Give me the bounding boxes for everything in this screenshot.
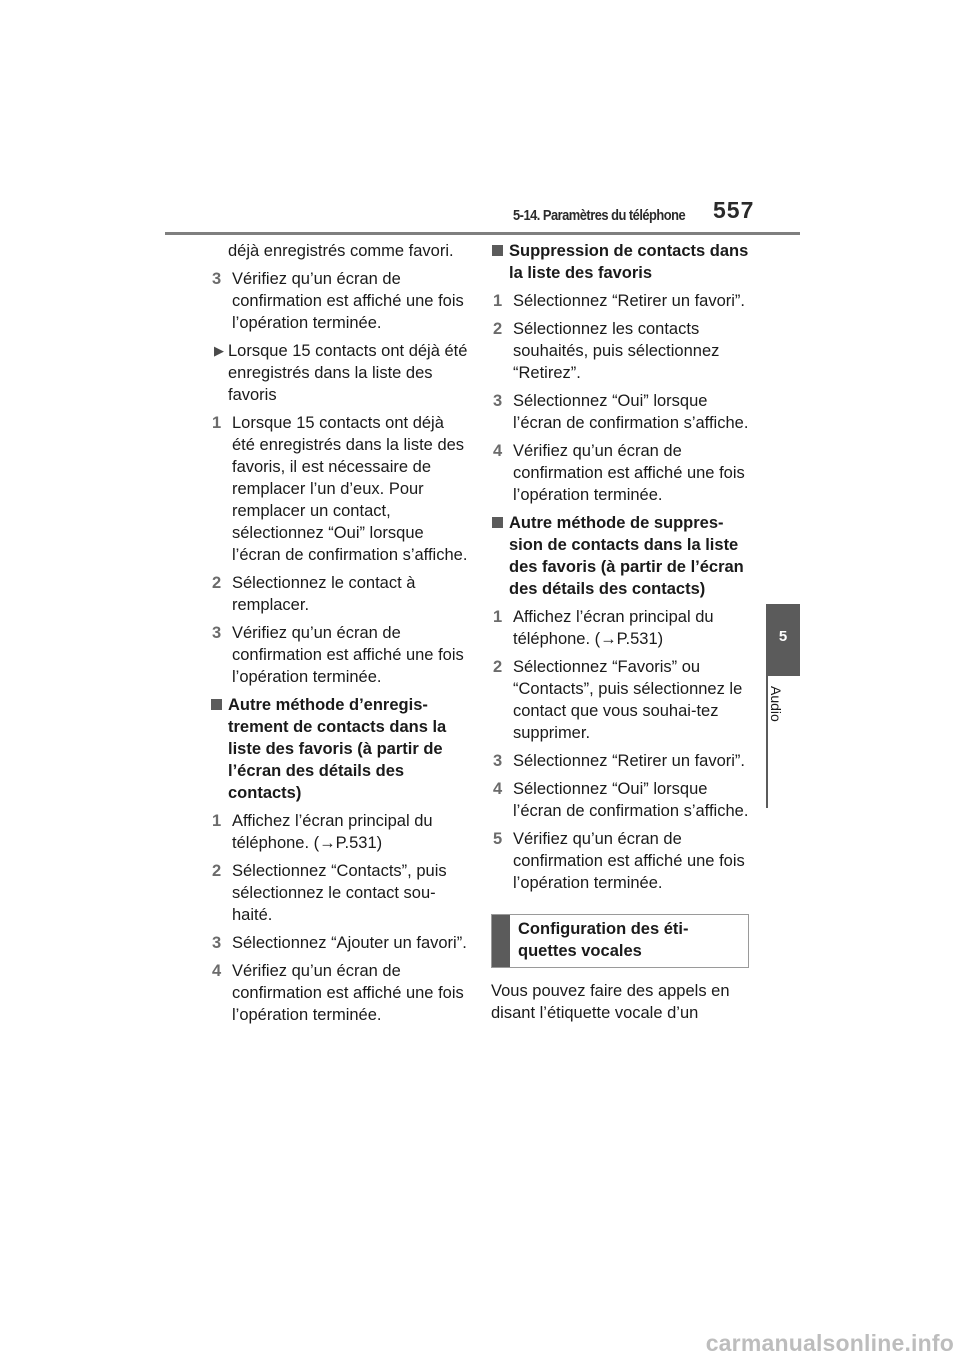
step-text: Sélectionnez “Contacts”, puis sélectionnez le contact sou-haité.	[232, 862, 447, 924]
step-number: 3	[493, 752, 503, 770]
section-title-box	[491, 914, 749, 968]
step-text: Lorsque 15 contacts ont déjà été enregistrés dans la liste des favoris, il est nécessaire de remplacer l’un d’eux. Pour remplacer un contact, sélectionnez “Oui” lorsque l’écran de confirmation s’affiche.	[232, 414, 468, 564]
step-text: Vérifiez qu’un écran de confirmation est affiché une fois l’opération terminée.	[232, 962, 464, 1024]
section-box-title: Configuration des éti-quettes vocales	[518, 920, 689, 960]
step-number: 3	[212, 270, 222, 288]
step-text: Vérifiez qu’un écran de confirmation est affiché une fois l’opération terminée.	[232, 270, 464, 332]
step-text: Sélectionnez “Ajouter un favori”.	[232, 934, 467, 952]
step-number: 1	[493, 608, 503, 626]
left-column	[210, 240, 468, 1032]
step-item	[491, 656, 753, 744]
square-bullet-icon	[492, 517, 503, 528]
step-item	[210, 268, 468, 334]
step-number: 2	[493, 658, 503, 676]
step-text: Sélectionnez “Retirer un favori”.	[513, 752, 746, 770]
section-box-bar	[492, 915, 510, 967]
page-number: 557	[713, 197, 755, 223]
step-number: 1	[212, 414, 222, 432]
step-item	[491, 778, 753, 822]
step-text: Sélectionnez “Oui” lorsque l’écran de confirmation s’affiche.	[513, 780, 749, 820]
step-number: 4	[493, 780, 503, 798]
step-number: 3	[493, 392, 503, 410]
step-item	[491, 440, 753, 506]
subsection-heading	[491, 240, 753, 284]
heading-text: Autre méthode d’enregis-trement de contacts dans la liste des favoris (à partir de l’écran des détails des contacts)	[228, 696, 447, 802]
step-number: 2	[493, 320, 503, 338]
step-item	[210, 932, 468, 954]
closing-text: Vous pouvez faire des appels en disant l’étiquette vocale d’un	[491, 982, 730, 1022]
header-rule	[165, 232, 800, 235]
step-item	[491, 828, 753, 894]
bullet-text: Lorsque 15 contacts ont déjà été enregistrés dans la liste des favoris	[228, 342, 468, 404]
step-number: 1	[493, 292, 503, 310]
intro-text: déjà enregistrés comme favori.	[228, 242, 454, 260]
section-title: 5-14. Paramètres du téléphone	[513, 207, 686, 224]
triangle-bullet-icon: ▶	[214, 343, 224, 358]
right-column	[491, 240, 753, 1024]
step-item	[210, 860, 468, 926]
step-number: 3	[212, 624, 222, 642]
step-text: Affichez l’écran principal du téléphone. (→P.531)	[513, 608, 714, 648]
chapter-label: Audio	[768, 686, 784, 722]
watermark: carmanualsonline.info	[705, 1330, 954, 1356]
chapter-number: 5	[778, 628, 788, 645]
square-bullet-icon	[492, 245, 503, 256]
step-number: 1	[212, 812, 222, 830]
step-item	[210, 572, 468, 616]
step-number: 4	[212, 962, 222, 980]
step-item	[210, 412, 468, 566]
step-item	[491, 318, 753, 384]
step-item	[491, 750, 753, 772]
heading-text: Autre méthode de suppres-sion de contacts dans la liste des favoris (à partir de l’écran des détails des contacts)	[509, 514, 744, 598]
step-text: Vérifiez qu’un écran de confirmation est affiché une fois l’opération terminée.	[513, 830, 745, 892]
step-text: Vérifiez qu’un écran de confirmation est affiché une fois l’opération terminée.	[513, 442, 745, 504]
step-number: 5	[493, 830, 503, 848]
step-text: Sélectionnez “Oui” lorsque l’écran de confirmation s’affiche.	[513, 392, 749, 432]
step-text: Affichez l’écran principal du téléphone. (→P.531)	[232, 812, 433, 852]
square-bullet-icon	[211, 699, 222, 710]
bullet-item	[210, 340, 468, 406]
step-text: Sélectionnez les contacts souhaités, puis sélectionnez “Retirez”.	[513, 320, 720, 382]
heading-text: Suppression de contacts dans la liste des favoris	[509, 242, 749, 282]
step-text: Vérifiez qu’un écran de confirmation est affiché une fois l’opération terminée.	[232, 624, 464, 686]
step-item	[491, 606, 753, 650]
step-text: Sélectionnez le contact à remplacer.	[232, 574, 416, 614]
subsection-heading	[210, 694, 468, 804]
step-number: 4	[493, 442, 503, 460]
subsection-heading	[491, 512, 753, 600]
step-item	[491, 290, 753, 312]
step-item	[210, 960, 468, 1026]
step-number: 2	[212, 574, 222, 592]
step-text: Sélectionnez “Retirer un favori”.	[513, 292, 746, 310]
step-text: Sélectionnez “Favoris” ou “Contacts”, puis sélectionnez le contact que vous souhai-tez supprimer.	[513, 658, 743, 742]
step-item	[210, 622, 468, 688]
step-item	[491, 390, 753, 434]
step-item	[210, 810, 468, 854]
step-number: 3	[212, 934, 222, 952]
step-number: 2	[212, 862, 222, 880]
